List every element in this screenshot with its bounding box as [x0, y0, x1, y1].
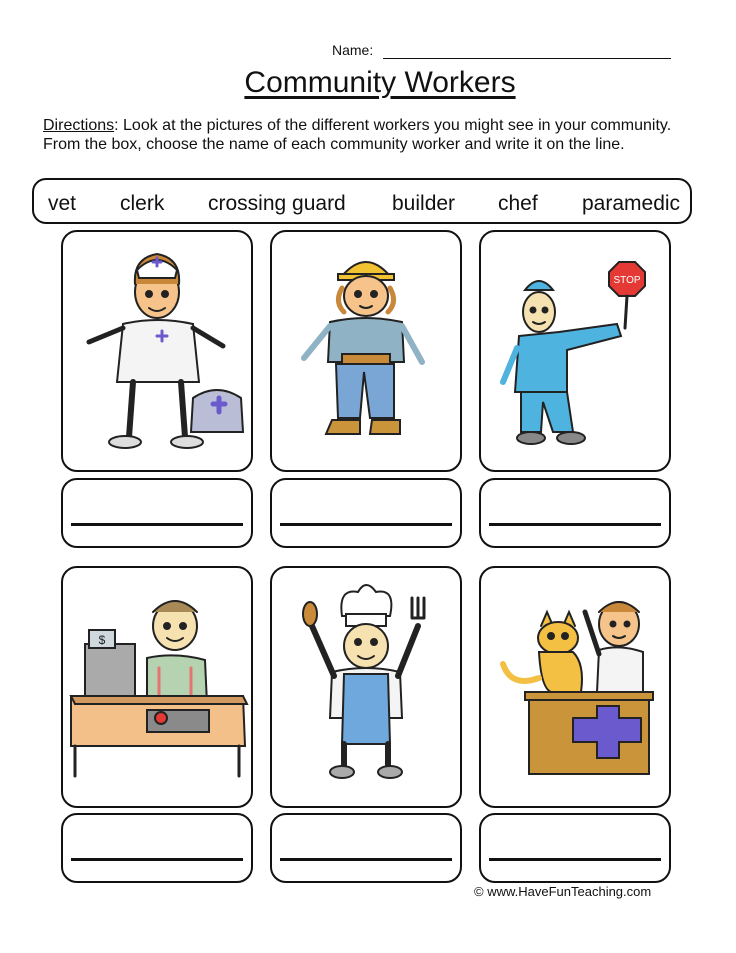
stop-sign-text: STOP	[613, 275, 641, 286]
word-bank-item: paramedic	[582, 192, 681, 215]
answer-line[interactable]	[280, 858, 452, 861]
answer-box[interactable]	[61, 478, 253, 548]
word-bank	[32, 178, 692, 224]
word-bank-item: builder	[392, 192, 456, 215]
answer-box[interactable]	[270, 813, 462, 883]
crossing-guard-icon	[481, 232, 669, 470]
picture-card	[479, 566, 671, 808]
picture-card	[61, 230, 253, 472]
answer-line[interactable]	[489, 523, 661, 526]
answer-line[interactable]	[280, 523, 452, 526]
vet-icon	[481, 568, 669, 806]
word-bank-item: vet	[48, 192, 77, 215]
answer-box[interactable]	[479, 813, 671, 883]
answer-line[interactable]	[489, 858, 661, 861]
clerk-icon	[63, 568, 251, 806]
answer-box[interactable]	[61, 813, 253, 883]
answer-line[interactable]	[71, 523, 243, 526]
copyright-footer: © www.HaveFunTeaching.com	[474, 884, 652, 899]
directions-text: : Look at the pictures of the different workers you might see in your community. From the box, choose the name of each community worker and write it on the line.	[43, 117, 672, 153]
word-bank-item: clerk	[120, 192, 165, 215]
word-bank-item: chef	[498, 192, 538, 215]
name-line[interactable]	[383, 58, 671, 59]
directions	[43, 116, 693, 154]
picture-card	[61, 566, 253, 808]
register-sign-text: $	[98, 633, 106, 647]
page-title: Community Workers	[244, 66, 516, 99]
answer-box[interactable]	[479, 478, 671, 548]
answer-line[interactable]	[71, 858, 243, 861]
picture-card	[270, 230, 462, 472]
builder-icon	[272, 232, 460, 470]
name-label: Name:	[332, 42, 374, 58]
directions-label: Directions	[43, 117, 115, 134]
picture-card	[270, 566, 462, 808]
answer-box[interactable]	[270, 478, 462, 548]
paramedic-icon	[63, 232, 251, 470]
word-bank-item: crossing guard	[208, 192, 346, 215]
chef-icon	[272, 568, 460, 806]
picture-card	[479, 230, 671, 472]
